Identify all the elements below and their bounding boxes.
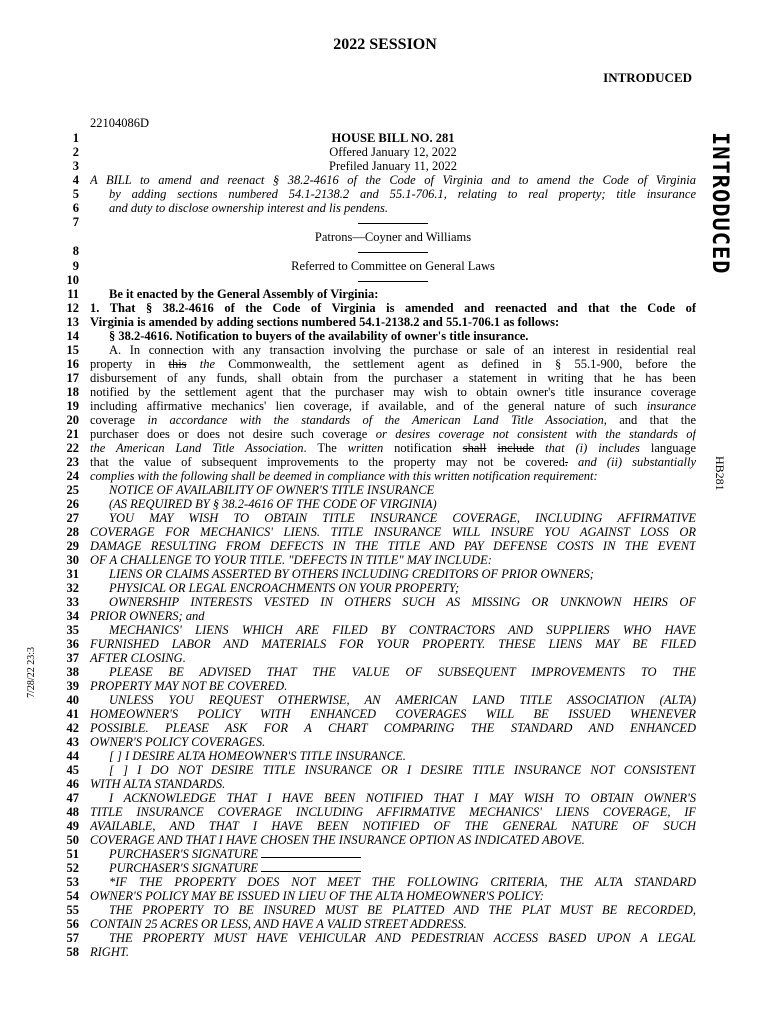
section-heading: § 38.2-4616. Notification to buyers of the availability of owner's title insurance.	[109, 329, 529, 343]
inserted-text: and (ii) substantially	[568, 455, 696, 469]
paragraph-line: notified by the settlement agent that the purchaser may wish to obtain owner's title insurance coverage	[90, 385, 696, 399]
line-number: 37	[66, 651, 79, 665]
date-stamp-text: 7/28/22 23:3	[26, 647, 37, 698]
line-number: 51	[66, 847, 79, 861]
paragraph-line: complies with the following shall be deemed in compliance with this written notification requirement:	[90, 469, 598, 483]
line-number: 39	[66, 679, 79, 693]
notice-line: MECHANICS' LIENS WHICH ARE FILED BY CONTRACTORS AND SUPPLIERS WHO HAVE	[109, 623, 696, 637]
divider	[90, 244, 696, 258]
notice-line: LIENS OR CLAIMS ASSERTED BY OTHERS INCLUDING CREDITORS OF PRIOR OWNERS;	[109, 567, 594, 581]
prefiled-date: Prefiled January 11, 2022	[329, 159, 457, 173]
notice-line: COVERAGE FOR MECHANICS' LIENS. TITLE INSURANCE WILL INSURE YOU AGAINST LOSS OR	[90, 525, 696, 539]
line-number: 32	[66, 581, 79, 595]
acknowledgement-line: I ACKNOWLEDGE THAT I HAVE BEEN NOTIFIED THAT I MAY WISH TO OBTAIN OWNER'S	[109, 791, 696, 805]
line-number: 13	[66, 315, 79, 329]
option-checkbox-desire: [ ] I DESIRE ALTA HOMEOWNER'S TITLE INSURANCE.	[109, 749, 406, 763]
inserted-text: insurance	[646, 399, 696, 413]
acknowledgement-line: COVERAGE AND THAT I HAVE CHOSEN THE INSURANCE OPTION AS INDICATED ABOVE.	[90, 833, 585, 847]
paragraph-line: including affirmative mechanics' lien coverage, if available, and of the general nature of such insurance	[90, 399, 696, 413]
enactment-line: Virginia is amended by adding sections numbered 54.1-2138.2 and 55.1-706.1 as follows:	[90, 315, 560, 329]
line-number: 28	[66, 525, 79, 539]
notice-line: PROPERTY MAY NOT BE COVERED.	[90, 679, 288, 693]
notice-line: UNLESS YOU REQUEST OTHERWISE, AN AMERICAN LAND TITLE ASSOCIATION (ALTA)	[109, 693, 696, 707]
line-number: 3	[72, 159, 79, 173]
line-number: 45	[66, 763, 79, 777]
line-number: 40	[66, 693, 79, 707]
paragraph-line: that the value of subsequent improvements to the property may not be covered. and (ii) substantially	[90, 455, 696, 469]
criteria-line: OWNER'S POLICY MAY BE ISSUED IN LIEU OF THE ALTA HOMEOWNER'S POLICY:	[90, 889, 544, 903]
line-number: 56	[66, 917, 79, 931]
notice-line: AFTER CLOSING.	[90, 651, 186, 665]
line-number: 49	[66, 819, 79, 833]
line-number: 5	[72, 187, 79, 201]
line-number: 4	[72, 173, 79, 187]
line-number: 15	[66, 343, 79, 357]
line-number: 50	[66, 833, 79, 847]
notice-line: HOMEOWNER'S POLICY WITH ENHANCED COVERAGES WILL BE ISSUED WHENEVER	[90, 707, 696, 721]
paragraph-line: A. In connection with any transaction involving the purchase or sale of an interest in residential real	[109, 343, 696, 357]
inserted-text: the American Land Title Association	[90, 441, 304, 455]
inserted-text: the	[186, 357, 216, 371]
notice-subheading: (AS REQUIRED BY § 38.2-4616 OF THE CODE OF VIRGINIA)	[109, 497, 437, 511]
bill-summary-line: by adding sections numbered 54.1-2138.2 and 55.1-706.1, relating to real property; title insurance	[109, 187, 696, 201]
line-number: 29	[66, 539, 79, 553]
line-number: 42	[66, 721, 79, 735]
line-number: 7	[72, 215, 79, 229]
inserted-text: written	[347, 441, 384, 455]
notice-line: PLEASE BE ADVISED THAT THE VALUE OF SUBSEQUENT IMPROVEMENTS TO THE	[109, 665, 696, 679]
acknowledgement-line: TITLE INSURANCE COVERAGE INCLUDING AFFIRMATIVE MECHANICS' LIENS COVERAGE, IF	[90, 805, 696, 819]
line-number: 14	[66, 329, 79, 343]
line-number: 9	[72, 259, 79, 273]
inserted-text: that (i) includes	[534, 441, 640, 455]
line-number: 11	[67, 287, 79, 301]
notice-line: YOU MAY WISH TO OBTAIN TITLE INSURANCE COVERAGE, INCLUDING AFFIRMATIVE	[109, 511, 696, 525]
notice-line: WITH ALTA STANDARDS.	[90, 777, 226, 791]
line-number: 12	[66, 301, 79, 315]
side-bill-text: HB281	[713, 456, 727, 491]
line-number: 30	[66, 553, 79, 567]
line-number: 47	[66, 791, 79, 805]
signature-line: PURCHASER'S SIGNATURE	[90, 847, 696, 861]
line-number: 16	[66, 357, 79, 371]
line-number: 38	[66, 665, 79, 679]
patrons: Patrons—Coyner and Williams	[314, 230, 472, 244]
deleted-text: shall	[462, 441, 487, 455]
divider	[90, 215, 696, 229]
acknowledgement-line: AVAILABLE, AND THAT I HAVE BEEN NOTIFIED OF THE GENERAL NATURE OF SUCH	[90, 819, 696, 833]
line-number: 1	[72, 131, 79, 145]
line-number: 54	[66, 889, 79, 903]
notice-line: OWNER'S POLICY COVERAGES.	[90, 735, 266, 749]
line-number: 53	[66, 875, 79, 889]
line-number: 57	[66, 931, 79, 945]
notice-line: POSSIBLE. PLEASE ASK FOR A CHART COMPARING THE STANDARD AND ENHANCED	[90, 721, 696, 735]
notice-line: PHYSICAL OR LEGAL ENCROACHMENTS ON YOUR PROPERTY;	[109, 581, 460, 595]
line-number: 22	[66, 441, 79, 455]
notice-line: FURNISHED LABOR AND MATERIALS FOR YOUR PROPERTY. THESE LIENS MAY BE FILED	[90, 637, 696, 651]
line-number: 55	[66, 903, 79, 917]
date-stamp	[26, 618, 42, 698]
status-header: INTRODUCED	[603, 70, 692, 85]
signature-line: PURCHASER'S SIGNATURE	[90, 861, 696, 875]
line-number: 17	[66, 371, 79, 385]
notice-line: PRIOR OWNERS; and	[90, 609, 205, 623]
line-number: 2	[72, 145, 79, 159]
line-number: 44	[66, 749, 79, 763]
line-number: 31	[66, 567, 79, 581]
criteria-line: *IF THE PROPERTY DOES NOT MEET THE FOLLOWING CRITERIA, THE ALTA STANDARD	[109, 875, 696, 889]
bill-title: HOUSE BILL NO. 281	[331, 131, 455, 145]
deleted-text: this	[168, 357, 187, 371]
notice-line: DAMAGE RESULTING FROM DEFECTS IN THE TITLE AND PAY DEFENSE COSTS IN THE EVENT	[90, 539, 696, 553]
paragraph-line: purchaser does or does not desire such coverage or desires coverage not consistent with the standards of	[90, 427, 696, 441]
paragraph-line: disbursement of any funds, shall obtain from the purchaser a statement in writing that he has been	[90, 371, 696, 385]
line-number: 52	[66, 861, 79, 875]
inserted-text: in accordance with the standards of the American Land Title Association	[135, 413, 604, 427]
line-number: 36	[66, 637, 79, 651]
line-number: 21	[66, 427, 79, 441]
line-number: 10	[66, 273, 79, 287]
line-number: 33	[66, 595, 79, 609]
bill-summary-line: and duty to disclose ownership interest and lis pendens.	[109, 201, 389, 215]
bill-summary-line: A BILL to amend and reenact § 38.2-4616 of the Code of Virginia and to amend the Code of Virginia	[90, 173, 696, 187]
line-number: 25	[66, 483, 79, 497]
notice-line: OF A CHALLENGE TO YOUR TITLE. "DEFECTS IN TITLE" MAY INCLUDE:	[90, 553, 492, 567]
line-number: 6	[72, 201, 79, 215]
document-id: 22104086D	[90, 116, 150, 130]
line-number: 34	[66, 609, 79, 623]
side-bill-label	[712, 456, 730, 496]
line-number: 23	[66, 455, 79, 469]
line-number: 24	[66, 469, 79, 483]
committee-referral: Referred to Committee on General Laws	[291, 259, 495, 273]
line-number: 48	[66, 805, 79, 819]
line-number: 58	[66, 945, 79, 959]
enacting-clause: Be it enacted by the General Assembly of Virginia:	[109, 287, 379, 301]
notice-line: OWNERSHIP INTERESTS VESTED IN OTHERS SUCH AS MISSING OR UNKNOWN HEIRS OF	[109, 595, 696, 609]
line-number: 26	[66, 497, 79, 511]
line-number: 35	[66, 623, 79, 637]
offered-date: Offered January 12, 2022	[329, 145, 457, 159]
line-number: 27	[66, 511, 79, 525]
paragraph-line: coverage in accordance with the standards of the American Land Title Association, and that the	[90, 413, 696, 427]
line-number: 20	[66, 413, 79, 427]
option-checkbox-decline: [ ] I DO NOT DESIRE TITLE INSURANCE OR I DESIRE TITLE INSURANCE NOT CONSISTENT	[109, 763, 696, 777]
notice-heading: NOTICE OF AVAILABILITY OF OWNER'S TITLE INSURANCE	[109, 483, 435, 497]
side-status-label	[707, 132, 739, 362]
paragraph-line: the American Land Title Association. The written notification shall include that (i) includes language	[90, 441, 696, 455]
criteria-line: THE PROPERTY TO BE INSURED MUST BE PLATTED AND THE PLAT MUST BE RECORDED,	[109, 903, 696, 917]
line-number: 46	[66, 777, 79, 791]
inserted-text: or desires coverage not consistent with the standards of	[367, 427, 696, 441]
paragraph-line: property in this the Commonwealth, the settlement agent as defined in § 55.1-900, before the	[90, 357, 696, 371]
side-status-text: INTRODUCED	[707, 132, 732, 275]
criteria-line: RIGHT.	[90, 945, 130, 959]
line-number: 19	[66, 399, 79, 413]
line-number: 41	[66, 707, 79, 721]
deleted-text: .	[564, 455, 569, 469]
line-number: 8	[72, 244, 79, 258]
criteria-line: CONTAIN 25 ACRES OR LESS, AND HAVE A VALID STREET ADDRESS.	[90, 917, 467, 931]
enactment-line: 1. That § 38.2-4616 of the Code of Virginia is amended and reenacted and that the Code of	[90, 301, 696, 315]
session-header: 2022 SESSION	[333, 36, 437, 53]
divider	[90, 273, 696, 287]
criteria-line: THE PROPERTY MUST HAVE VEHICULAR AND PEDESTRIAN ACCESS BASED UPON A LEGAL	[109, 931, 696, 945]
deleted-text: include	[497, 441, 535, 455]
line-number: 43	[66, 735, 79, 749]
line-number: 18	[66, 385, 79, 399]
